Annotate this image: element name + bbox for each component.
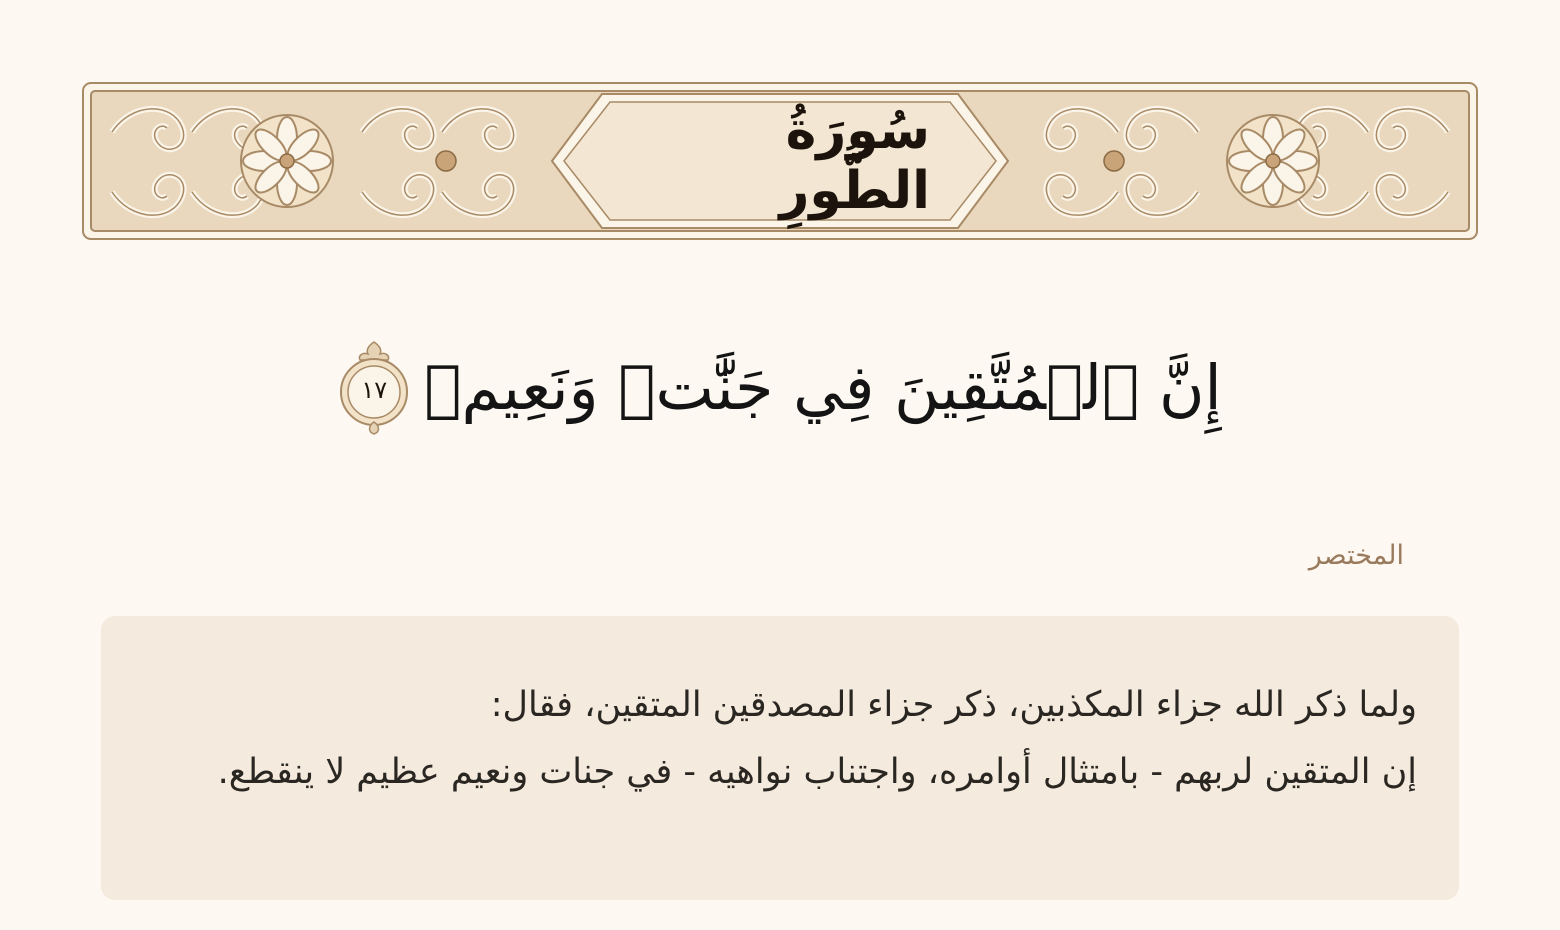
tafsir-panel bbox=[101, 616, 1459, 900]
ayah-row bbox=[0, 318, 1560, 458]
tafsir-line: إن المتقين لربهم - بامتثال أوامره، واجتناب نواهيه - في جنات ونعيم عظيم لا ينقطع. bbox=[217, 752, 1417, 792]
tafsir-source-label[interactable]: المختصر bbox=[1308, 540, 1404, 571]
surah-header-banner bbox=[82, 82, 1478, 240]
ayah-text[interactable]: إِنَّ ٱلۡمُتَّقِينَ فِي جَنَّٰتٖ وَنَعِيمٖ bbox=[424, 350, 1222, 424]
ayah-number-marker bbox=[338, 340, 410, 436]
surah-title: سُورَةُ الطُّورِ bbox=[779, 101, 930, 221]
tafsir-line: ولما ذكر الله جزاء المكذبين، ذكر جزاء المصدقين المتقين، فقال: bbox=[490, 685, 1417, 725]
ayah-number: ١٧ bbox=[361, 376, 388, 404]
